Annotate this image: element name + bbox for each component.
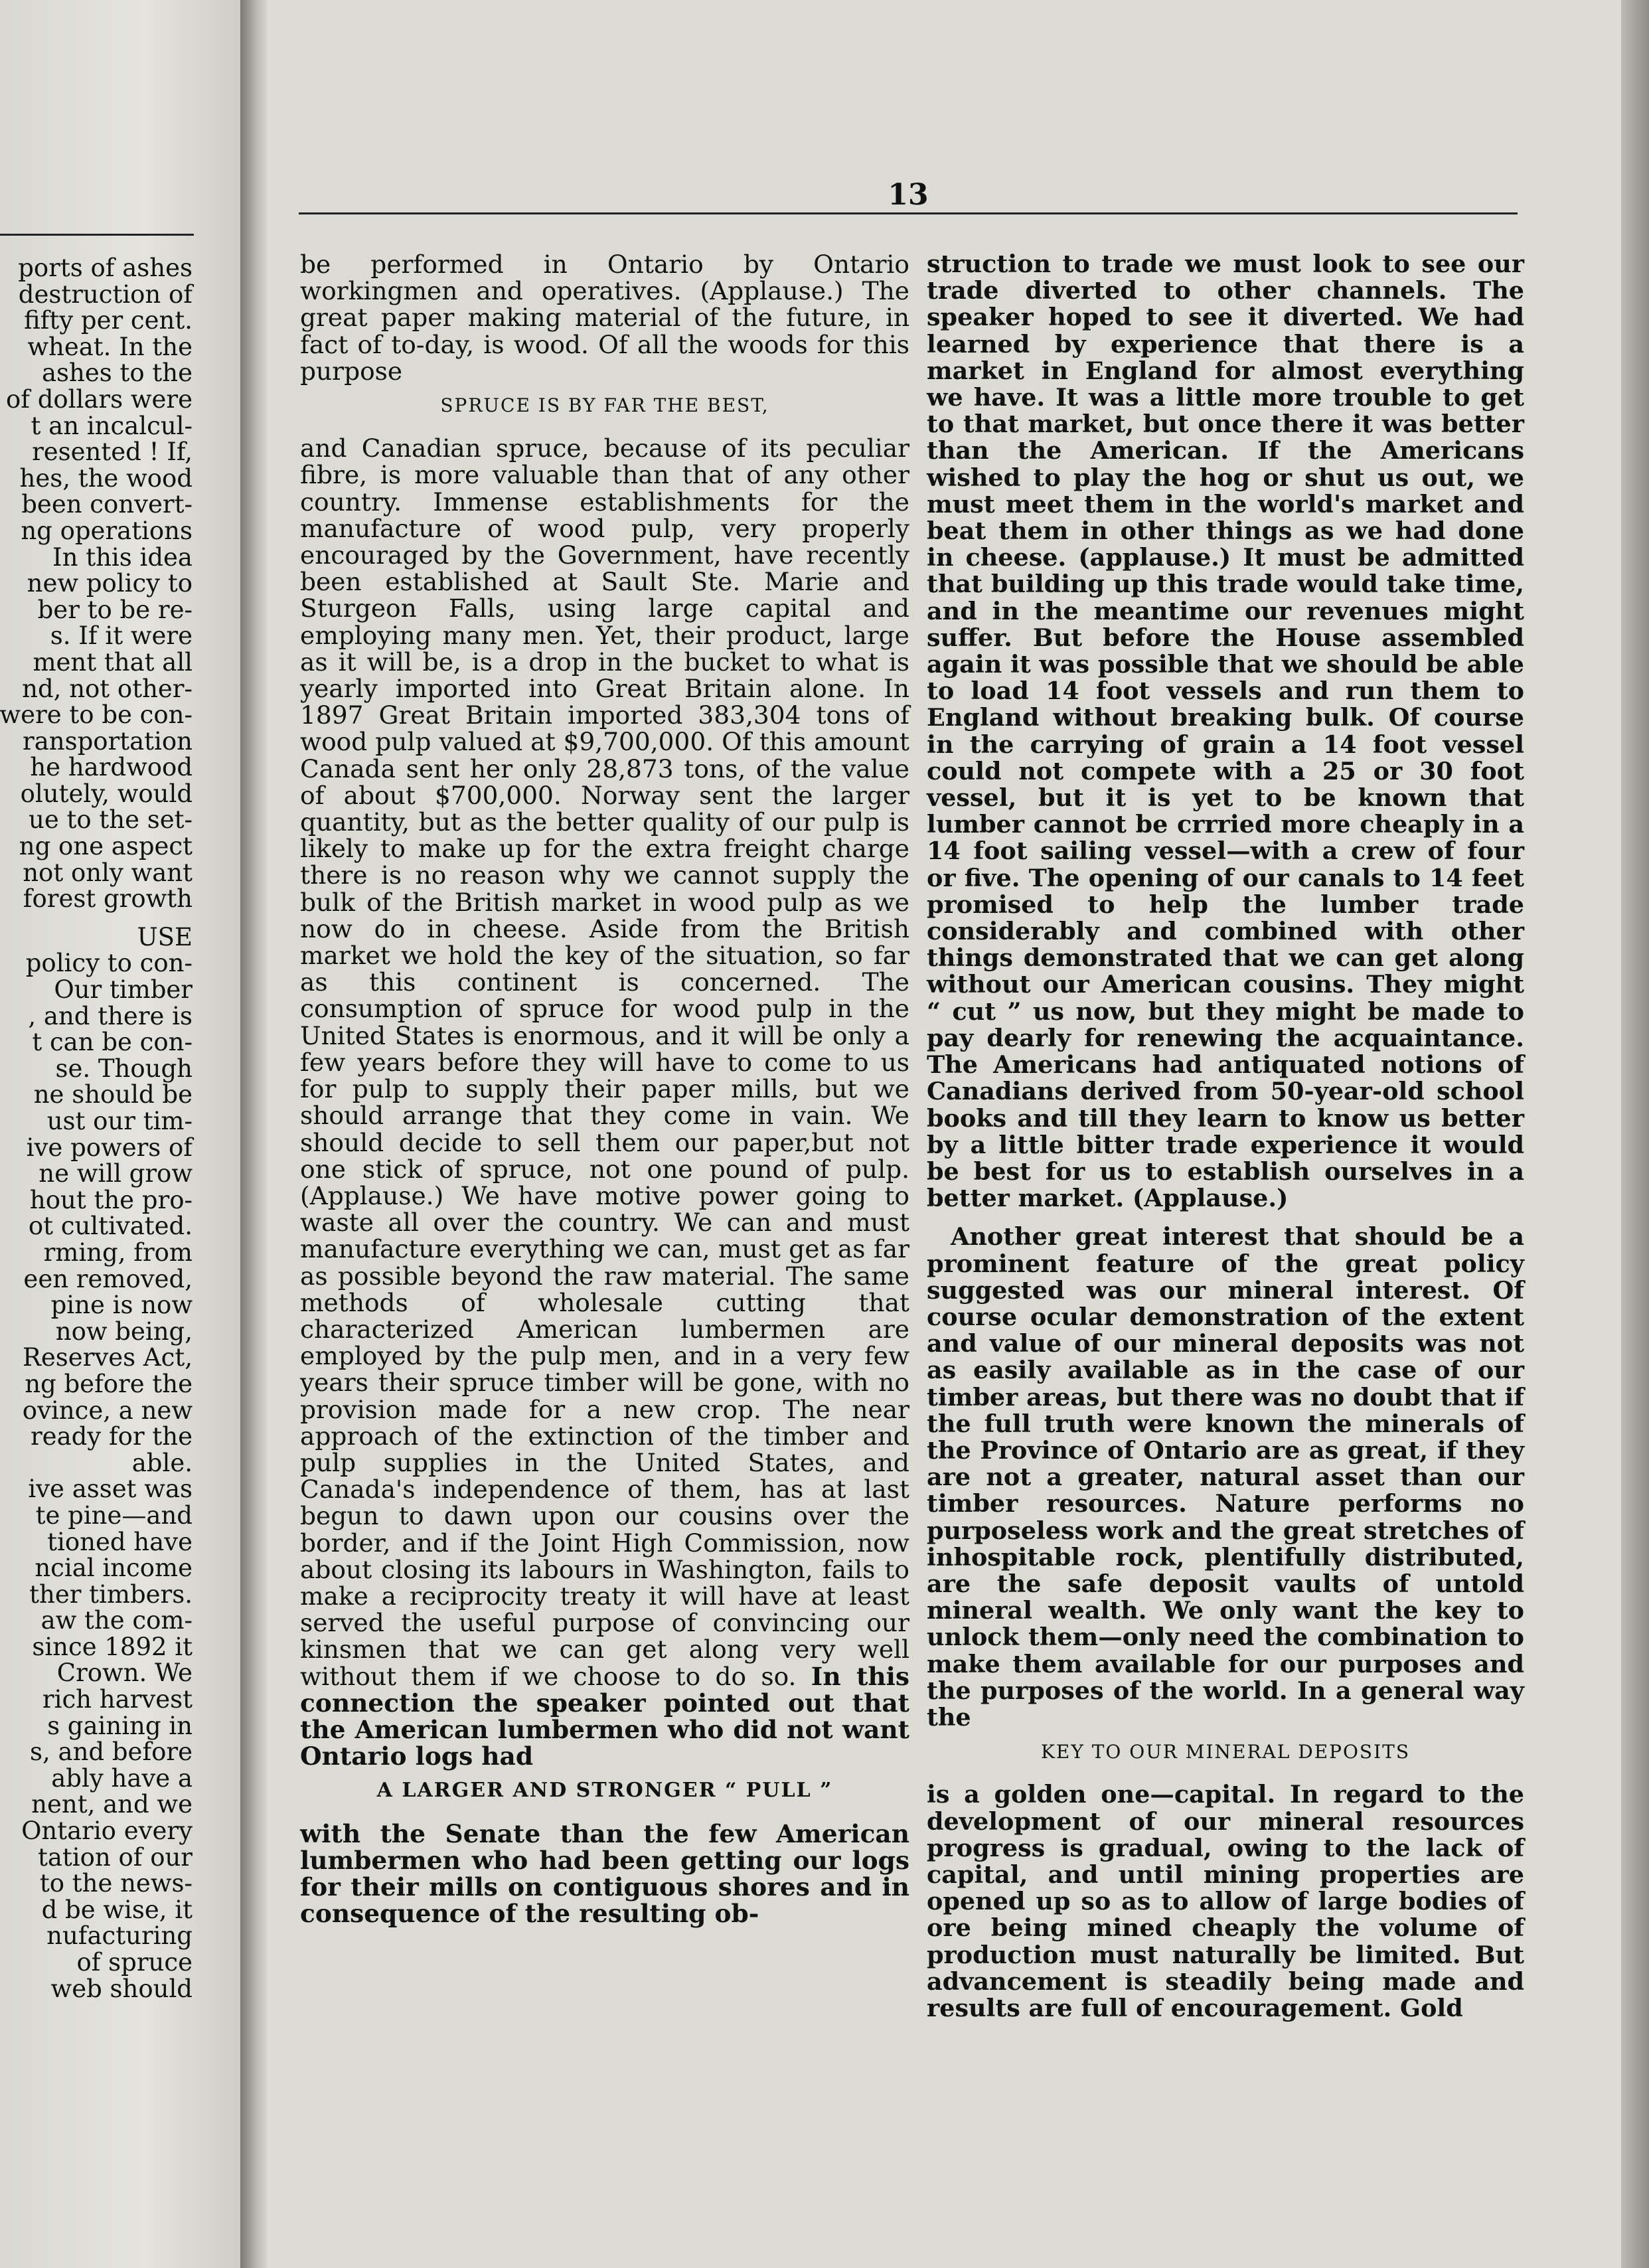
- previous-page-line: t can be con-: [32, 1028, 193, 1057]
- previous-page-line: ot cultivated.: [28, 1212, 193, 1241]
- previous-page-line: since 1892 it: [32, 1632, 193, 1661]
- previous-page-line: pine is now: [50, 1291, 193, 1320]
- left-paragraph-2-bold: In this connection the speaker pointed out that the American lumbermen who did not want Ontario logs had: [300, 1661, 909, 1771]
- previous-page-line: tation of our: [37, 1842, 193, 1872]
- previous-page-line: ue to the set-: [28, 805, 193, 835]
- previous-page-line: been convert-: [21, 490, 193, 519]
- previous-page-line: able.: [131, 1448, 193, 1477]
- page-number: 13: [888, 178, 929, 212]
- previous-page-line: ovince, a new: [22, 1396, 193, 1425]
- section-heading-pull: A LARGER AND STRONGER “ PULL ”: [376, 1779, 833, 1803]
- previous-page-line: nd, not other-: [22, 674, 193, 703]
- previous-page-line: forest growth: [23, 884, 193, 914]
- previous-page-line: ust our tim-: [46, 1107, 193, 1135]
- previous-page-line: not only want: [23, 858, 193, 887]
- previous-page-line: te pine—and: [35, 1500, 193, 1530]
- previous-page-line: ng one aspect: [19, 832, 193, 861]
- header-rule: [299, 212, 1518, 214]
- right-column: [927, 251, 1524, 2022]
- previous-page-line: , and there is: [28, 1001, 193, 1030]
- previous-page-rule: [0, 234, 194, 236]
- previous-page-line: aw the com-: [40, 1606, 193, 1635]
- previous-page-line: ncial income: [35, 1554, 193, 1583]
- previous-page-line: new policy to: [27, 569, 193, 598]
- right-paragraph-1: struction to trade we must look to see our trade diverted to other channels. The speaker hoped to see it diverted. We had learned by experience that there is a market in England for almost everything we have. It was a little more trouble to get to that market, but once there it was better than the American. If the Americans wished to play the hog or shut us out, we must meet them in the world's market and beat them in other things as we had done in cheese. (applause.) It must be admitted that building up this trade would take time, and in the meantime our revenues might suffer. But before the House assembled again it was possible that we should be able to load 14 foot vessels and run them to England without breaking bulk. Of course in the carrying of grain a 14 foot vessel could not compete with a 25 or 30 foot vessel, but it is yet to be known that lumber cannot be crrried more cheaply in a 14 foot sailing vessel—with a crew of four or five. The opening of our canals to 14 feet promised to help the lumber trade considerably and combined with other things demonstrated that we can get along without our American cousins. They might “ cut ” us now, but they might be made to pay dearly for renewing the acquaintance. The Americans had antiquated notions of Canadians derived from 50-year-old school books and till they learn to know us better by a little bitter trade experience it would be best for us to establish ourselves in a better market. (Applause.): [927, 250, 1524, 1213]
- previous-page-line: se. Though: [55, 1054, 193, 1083]
- previous-page-line: he hardwood: [30, 753, 193, 782]
- previous-page-line: now being,: [55, 1317, 193, 1346]
- previous-page-line: Our timber: [54, 975, 193, 1005]
- previous-page-line: destruction of: [18, 280, 193, 309]
- previous-page-line: Reserves Act,: [23, 1343, 193, 1372]
- previous-page-line: een removed,: [23, 1264, 193, 1293]
- previous-page-line: s gaining in: [47, 1711, 193, 1740]
- previous-page-line: ably have a: [51, 1763, 193, 1793]
- left-paragraph-1: be performed in Ontario by Ontario workingmen and operatives. (Applause.) The great paper making material of the future, in fact of to-day, is wood. Of all the woods for this purpose: [300, 250, 909, 386]
- previous-page-line: d be wise, it: [41, 1895, 193, 1924]
- previous-page-line: USE: [137, 922, 193, 951]
- previous-page-line: ng operations: [21, 516, 193, 545]
- previous-page-line: nufacturing: [46, 1921, 193, 1951]
- previous-page-line: olutely, would: [20, 779, 193, 808]
- previous-page-fragment: [0, 0, 240, 2268]
- previous-page-column: [0, 255, 193, 2002]
- previous-page-line: of spruce: [76, 1948, 193, 1977]
- previous-page-line: t an incalcul-: [31, 411, 193, 440]
- previous-page-line: s. If it were: [50, 621, 193, 651]
- previous-page-line: hes, the wood: [19, 463, 193, 493]
- previous-page-line: fifty per cent.: [23, 306, 193, 335]
- previous-page-line: of dollars were: [5, 384, 193, 414]
- previous-page-line: ne will grow: [39, 1159, 193, 1188]
- previous-page-line: resented ! If,: [32, 438, 193, 467]
- right-paragraph-3: is a golden one—capital. In regard to the development of our mineral resources progress is gradual, owing to the lack of capital, and until mining properties are opened up so as to allow of large bodies of ore being mined cheaply the volume of production must naturally be limited. But advancement is steadily being made and results are full of encouragement. Gold: [927, 1780, 1524, 2022]
- left-paragraph-2: [300, 435, 909, 1769]
- previous-page-line: ready for the: [30, 1422, 193, 1451]
- section-heading-mineral: KEY TO OUR MINERAL DEPOSITS: [1040, 1741, 1411, 1763]
- previous-page-line: ne should be: [33, 1080, 193, 1109]
- previous-page-line: ive powers of: [26, 1133, 193, 1162]
- previous-page-line: ashes to the: [41, 359, 193, 388]
- previous-page-line: ment that all: [33, 647, 193, 677]
- previous-page-line: rming, from: [43, 1238, 193, 1267]
- previous-page-line: ive asset was: [28, 1475, 193, 1504]
- previous-page-line: ports of ashes: [18, 254, 193, 282]
- previous-page-line: ther timbers.: [29, 1580, 193, 1609]
- previous-page-line: In this idea: [52, 542, 193, 572]
- previous-page-line: s, and before: [30, 1738, 193, 1767]
- previous-page-line: web should: [50, 1974, 193, 2003]
- book-gutter: [240, 0, 267, 2268]
- previous-page-line: ng before the: [25, 1369, 193, 1398]
- previous-page-line: rich harvest: [42, 1685, 193, 1714]
- previous-page-line: wheat. In the: [27, 332, 193, 361]
- page-edge: [1621, 0, 1649, 2268]
- left-paragraph-3: with the Senate than the few American lumbermen who had been getting our logs for their mills on contiguous shores and in consequence of the resulting ob-: [300, 1819, 909, 1929]
- previous-page-line: ber to be re-: [37, 595, 193, 624]
- previous-page-line: nent, and we: [31, 1790, 193, 1819]
- section-heading-spruce: SPRUCE IS BY FAR THE BEST,: [440, 394, 769, 417]
- previous-page-line: tioned have: [47, 1527, 193, 1556]
- right-paragraph-2: Another great interest that should be a prominent feature of the great policy suggested was our mineral interest. Of course ocular demonstration of the extent and value of our mineral deposits was not as easily available as in the case of our timber areas, but there was no doubt that if the full truth were known the minerals of the Province of Ontario are as great, if they are not a greater, natural asset than our timber resources. Nature performs no purposeless work and the great stretches of inhospitable rock, plentifully distributed, are the safe deposit vaults of untold mineral wealth. We only want the key to unlock them—only need the combination to make them available for our purposes and the purposes of the world. In a general way the: [927, 1222, 1524, 1732]
- previous-page-line: ransportation: [23, 726, 193, 756]
- previous-page-line: hout the pro-: [29, 1185, 193, 1214]
- previous-page-line: were to be con-: [0, 700, 193, 730]
- left-column: [300, 251, 909, 1927]
- previous-page-line: policy to con-: [25, 949, 193, 978]
- previous-page-line: Ontario every: [21, 1817, 193, 1846]
- left-paragraph-2-text: and Canadian spruce, because of its peculiar fibre, is more valuable than that of any other country. Immense establishments for the manufacture of wood pulp, very properly encouraged by the Government, have recently been established at Sault Ste. Marie and Sturgeon Falls, using large capital and employing many men. Yet, their product, large as it will be, is a drop in the bucket to what is yearly imported into Great Britain alone. In 1897 Great Britain imported 383,304 tons of wood pulp valued at $9,700,000. Of this amount Canada sent her only 28,873 tons, of the value of about $700,000. Norway sent the larger quantity, but as the better quality of our pulp is likely to make up for the extra freight charge there is no reason why we cannot supply the bulk of the British market in wood pulp as we now do in cheese. Aside from the British market we hold the key of the situation, so far as this continent is concerned. The consumption of spruce for wood pulp in the United States is enormous, and it will be only a few years before they will have to come to us for pulp to supply their paper mills, but we should arrange that they come in vain. We should decide to sell them our paper,but not one stick of spruce, not one pound of pulp. (Applause.) We have motive power going to waste all over the country. We can and must manufacture everything we can, must get as far as possible beyond the raw material. The same methods of wholesale cutting that characterized American lumbermen are employed by the pulp men, and in a very few years their spruce timber will be gone, with no provision made for a new crop. The near approach of the extinction of the timber and pulp supplies in the United States, and Canada's independence of them, has at last begun to dawn upon our cousins over the border, and if the Joint High Commission, now about closing its labours in Washington, fails to make a reciprocity treaty it will have at least served the useful purpose of convincing our kinsmen that we can get along very well without them if we choose to do so.: [300, 434, 909, 1691]
- previous-page-line: Crown. We: [56, 1659, 193, 1688]
- previous-page-line: to the news-: [39, 1869, 193, 1898]
